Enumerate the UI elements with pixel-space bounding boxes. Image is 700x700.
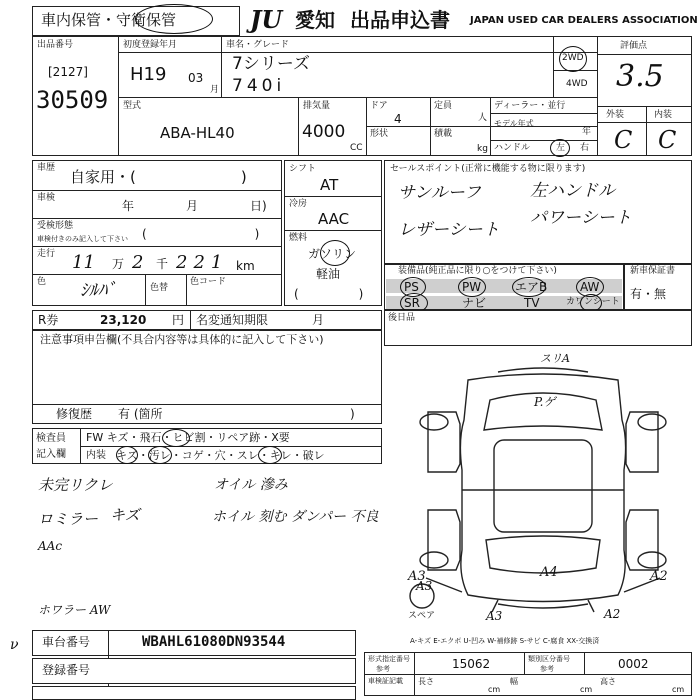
int-wear-circle bbox=[258, 446, 282, 464]
registration-month: 03 bbox=[188, 71, 204, 85]
grade-label: 評価点 bbox=[620, 41, 648, 51]
drive-4wd: 4WD bbox=[566, 79, 588, 89]
type-designation-label: 形式指定番号 bbox=[368, 655, 410, 663]
model-label: 型式 bbox=[123, 101, 142, 111]
auction-sheet: 車内保管・守衛保管 JU 愛知 出品申込書 JAPAN USED CAR DEALERS ASSOCIATION 出品番号 [2127] 30509 初度登録年月 H19 03 月 車名・グレード 7シリーズ 740i 2WD 4WD 評価点 3.5 外装 内装 C C 型式 ABA-HL40 排気量 4000 CC ドア 4 定員 人 形状 積載 kg ディーラー・並行 モデル年式 年 ハンドル 左 右 車歴 自家用・( ) 車検 年 月 日) 受検形態 車検付きのみ記入して下さい ( ) 走行 11 万 2 千 221 km 色 ｼﾙﾊﾞ 色替 色コード シフト AT 冷房 AAC 燃料 ガソリン 軽油 ( ) セールスポイント(正常に機能する物に限ります) サンルーフ 左ハンドル レザーシート パワーシート 装備品(純正品に限り○をつけて下さい) PS PW エアB AW SR ナビ TV カワンシート 新車保証書 有・無 R券 23,120 円 名変通知期限 月 後日品 注意事項申告欄(不具合内容等は具体的に記入して下さい) 修復歴 有 (箇所 ) 検査員 記入欄 FW キズ・飛石・ヒビ割・リペア跡・X要 内装 キズ・汚レ・コゲ・穴・スレ・キレ・破レ 未完リクレ オイル 滲み ロミラー キズ ホイル 刻む ダンパー 不良 AAc ホワラー AW スリA P.ゲ A4 A3 A2 A3 A2 A3 スペア A-キズ E-エクボ U-凹み W-補修跡 S-サビ C-腐食 XX-交換済 ν 車台番号 WBAHL61080DN93544 登録番号 形式指定番号 参考 15062 類別区分番号 参考 0002 車検証記載 長さ cm 幅 cm 高さ cm bbox=[0, 0, 700, 700]
load-label: 積載 bbox=[434, 129, 453, 139]
model-value: ABA-HL40 bbox=[160, 124, 235, 142]
shift-value: AT bbox=[320, 176, 339, 194]
fw-chip-circle bbox=[162, 429, 190, 447]
remarks-label: 後日品 bbox=[388, 313, 416, 323]
fuel-label: 燃料 bbox=[289, 233, 308, 243]
car-name-label: 車名・グレード bbox=[226, 40, 290, 50]
lot-label: 出品番号 bbox=[37, 40, 74, 50]
note-5: ホイル 刻む ダンパー 不良 bbox=[212, 509, 379, 525]
ac-value: AAC bbox=[318, 210, 350, 228]
diagram-spare-label: スペア bbox=[408, 611, 436, 621]
diagram-mark-8: A3 bbox=[416, 579, 433, 593]
diagram-mark-5: A2 bbox=[650, 569, 668, 584]
note-1: 未完リクレ bbox=[38, 476, 113, 494]
registration-label: 初度登録年月 bbox=[123, 40, 178, 50]
dims-length: 長さ bbox=[418, 677, 434, 686]
repaint-label: 色替 bbox=[150, 283, 169, 293]
drive-2wd: 2WD bbox=[562, 53, 584, 63]
note-2: オイル 滲み bbox=[214, 477, 288, 493]
handle-left: 左 bbox=[556, 143, 566, 153]
diagram-mark-3: A4 bbox=[540, 565, 558, 580]
selling-point-1: サンルーフ bbox=[398, 183, 481, 203]
inspection-year: 年 bbox=[122, 199, 135, 213]
dims-label: 車検証記載 bbox=[368, 677, 403, 685]
dims-unit-2: cm bbox=[580, 685, 593, 694]
equip-pw-circle bbox=[458, 277, 486, 297]
equip-aw: AW bbox=[580, 280, 600, 294]
history-value: 自家用・( ) bbox=[70, 168, 247, 186]
color-value: ｼﾙﾊﾞ bbox=[80, 280, 116, 301]
handle-left-circle bbox=[550, 139, 570, 157]
capacity-label: 定員 bbox=[434, 101, 453, 111]
registration-year: H19 bbox=[130, 64, 167, 85]
displacement-unit: CC bbox=[350, 143, 363, 153]
interior-value: C bbox=[658, 126, 677, 154]
history-label: 車歴 bbox=[37, 163, 56, 173]
displacement-value: 4000 bbox=[302, 122, 346, 142]
selling-points-label: セールスポイント(正常に機能する物に限ります) bbox=[390, 164, 586, 174]
interior-label: 内装 bbox=[654, 110, 673, 120]
damage-legend: A-キズ E-エクボ U-凹み W-補修跡 S-サビ C-腐食 XX-交換済 bbox=[410, 637, 600, 645]
diagram-mark-4: A3 bbox=[408, 569, 426, 584]
logo-mark: JU bbox=[250, 5, 283, 34]
lot-number: 30509 bbox=[36, 86, 109, 114]
diagram-mark-7: A2 bbox=[604, 607, 621, 621]
note-7: ホワラー AW bbox=[38, 603, 111, 617]
dims-unit-1: cm bbox=[488, 685, 501, 694]
lot-sub-number: [2127] bbox=[48, 65, 88, 79]
recycle-unit: 円 bbox=[172, 313, 185, 327]
doors-label: ドア bbox=[370, 101, 388, 111]
mileage-man-value: 11 bbox=[72, 252, 95, 273]
equip-airbag: エアB bbox=[515, 280, 548, 294]
color-code-label: 色コード bbox=[190, 277, 227, 287]
inspector-label-2: 記入欄 bbox=[36, 449, 66, 460]
selling-point-3: レザーシート bbox=[398, 220, 500, 240]
diagram-mark-2: P.ゲ bbox=[534, 395, 556, 409]
mileage-label: 走行 bbox=[37, 249, 56, 259]
exterior-value: C bbox=[614, 126, 633, 154]
car-grade: 740i bbox=[232, 76, 286, 96]
recycle-label: R券 bbox=[38, 313, 59, 327]
inspection-label: 車検 bbox=[37, 193, 56, 203]
top-section bbox=[32, 36, 692, 156]
mileage-man-unit: 万 bbox=[112, 257, 125, 271]
form-status-paren: ( ) bbox=[142, 227, 260, 241]
logo-text: 愛知 bbox=[295, 8, 335, 32]
shift-label: シフト bbox=[289, 164, 317, 174]
doors-value: 4 bbox=[394, 112, 402, 126]
association-name: JAPAN USED CAR DEALERS ASSOCIATION bbox=[470, 15, 698, 26]
fuel-petrol: ガソリン bbox=[308, 247, 357, 261]
selling-point-4: パワーシート bbox=[530, 208, 632, 228]
equip-tv: TV bbox=[524, 296, 540, 310]
handle-right: 右 bbox=[580, 143, 590, 153]
color-label: 色 bbox=[37, 277, 47, 287]
model-year-unit: 年 bbox=[582, 127, 592, 137]
note-3: ロミラー bbox=[38, 510, 99, 528]
chassis-value: WBAHL61080DN93544 bbox=[142, 634, 286, 650]
model-year-label: モデル年式 bbox=[494, 119, 534, 128]
dims-unit-3: cm bbox=[672, 685, 685, 694]
inspection-month: 月 bbox=[186, 199, 199, 213]
type-sub-label: 類別区分番号 bbox=[528, 655, 570, 663]
equip-navi: ナビ bbox=[462, 296, 487, 310]
inspector-fw-row: FW キズ・飛石・ヒビ割・リペア跡・X要 bbox=[86, 431, 290, 444]
equip-ps: PS bbox=[404, 280, 419, 294]
form-status-label: 受検形態 bbox=[37, 221, 74, 231]
remarks-block bbox=[384, 310, 692, 346]
form-title: 出品申込書 bbox=[350, 8, 450, 32]
shape-label: 形状 bbox=[370, 129, 389, 139]
chassis-label: 車台番号 bbox=[42, 635, 91, 649]
new-warranty-options: 有・無 bbox=[630, 287, 667, 301]
mileage-unit: km bbox=[236, 259, 255, 273]
displacement-label: 排気量 bbox=[303, 101, 331, 111]
notes-label: 注意事項申告欄(不具合内容等は具体的に記入して下さい) bbox=[40, 333, 324, 346]
mileage-sen-unit: 千 bbox=[156, 257, 169, 271]
inspector-label-1: 検査員 bbox=[36, 433, 66, 444]
capacity-unit: 人 bbox=[478, 113, 488, 123]
type-sub-value: 0002 bbox=[618, 657, 649, 671]
fuel-paren: ( ) bbox=[294, 287, 364, 301]
dims-height: 高さ bbox=[600, 677, 616, 686]
type-ref-2: 参考 bbox=[540, 665, 554, 673]
diagram-mark-6: A3 bbox=[486, 609, 503, 623]
repair-label: 修復歴 bbox=[56, 407, 93, 421]
dealer-label: ディーラー・並行 bbox=[494, 101, 566, 111]
type-ref-1: 参考 bbox=[376, 665, 390, 673]
equip-pw: PW bbox=[462, 280, 482, 294]
equipment-label: 装備品(純正品に限り○をつけて下さい) bbox=[398, 266, 557, 276]
drive-2wd-circle bbox=[559, 46, 587, 72]
fuel-petrol-circle bbox=[320, 240, 350, 266]
int-scratch-circle bbox=[116, 446, 138, 464]
car-name: 7シリーズ bbox=[232, 54, 310, 74]
equip-sr: SR bbox=[404, 296, 420, 310]
recycle-value: 23,120 bbox=[100, 313, 147, 327]
storage-label: 車内保管・守衛保管 bbox=[41, 11, 177, 29]
note-6: AAc bbox=[38, 539, 63, 553]
note-4: キズ bbox=[110, 506, 140, 524]
mileage-sen-prefix: 2 bbox=[132, 252, 144, 273]
fuel-diesel: 軽油 bbox=[316, 267, 341, 281]
exterior-label: 外装 bbox=[606, 110, 625, 120]
diagram-mark-1: スリA bbox=[540, 352, 570, 365]
new-warranty-label: 新車保証書 bbox=[630, 266, 676, 276]
storage-circle bbox=[135, 4, 213, 34]
ac-label: 冷房 bbox=[289, 199, 308, 209]
equip-seat: カワンシート bbox=[566, 297, 620, 307]
form-status-sub: 車検付きのみ記入して下さい bbox=[37, 235, 128, 243]
type-designation-value: 15062 bbox=[452, 657, 491, 671]
inspection-day: 日) bbox=[250, 199, 267, 213]
reg-number-label: 登録番号 bbox=[42, 663, 91, 677]
selling-point-2: 左ハンドル bbox=[530, 181, 615, 201]
mileage-rest: 221 bbox=[176, 252, 229, 273]
registration-month-unit: 月 bbox=[210, 85, 220, 95]
int-dirt-circle bbox=[148, 446, 172, 464]
dims-width: 幅 bbox=[510, 677, 518, 686]
repair-value: 有 (箇所 bbox=[118, 407, 163, 421]
tax-notice-label: 名変通知期限 bbox=[196, 313, 269, 327]
grade-value: 3.5 bbox=[616, 59, 664, 94]
equip-airbag-circle bbox=[512, 277, 546, 297]
load-unit: kg bbox=[477, 144, 488, 154]
handle-label: ハンドル bbox=[494, 143, 531, 153]
tax-notice-unit: 月 bbox=[312, 313, 325, 327]
inspector-int-row: キズ・汚レ・コゲ・穴・スレ・キレ・破レ bbox=[116, 449, 325, 462]
inspector-int-label: 内装 bbox=[86, 450, 106, 461]
